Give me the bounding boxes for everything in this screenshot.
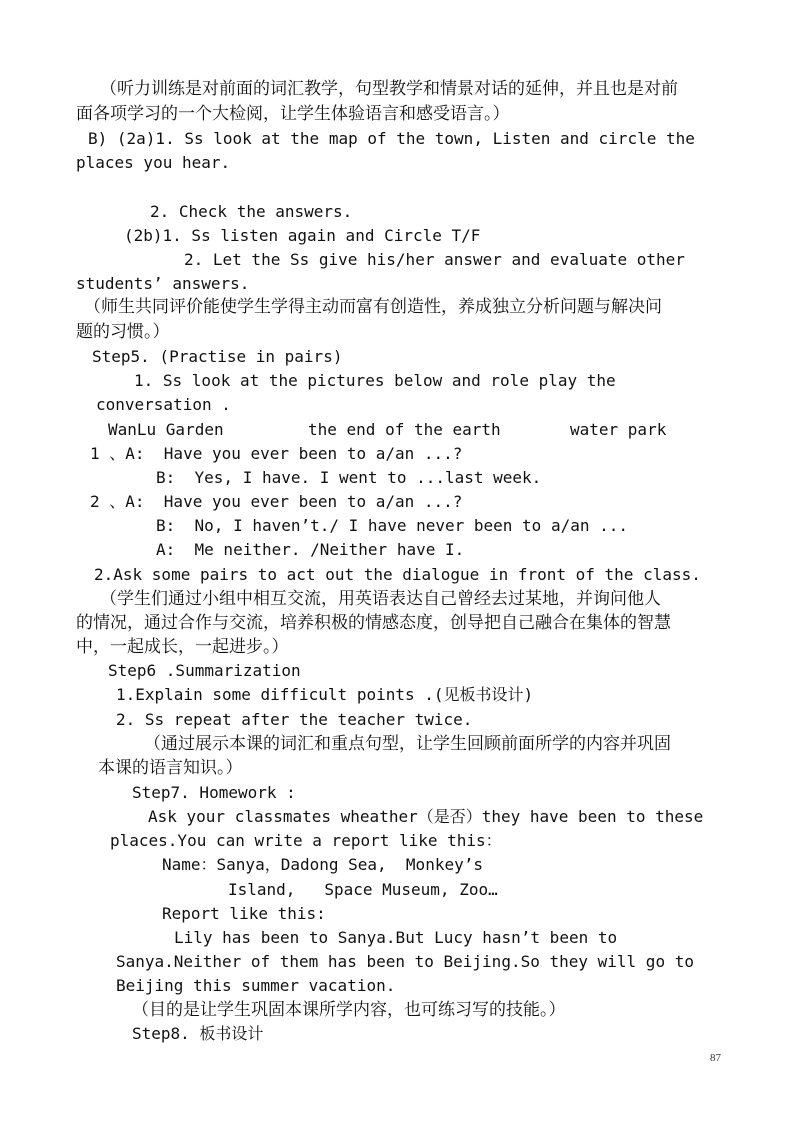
dialogue-line: 1 、A: Have you ever been to a/an ...?	[90, 444, 463, 463]
text-line: 1.Explain some difficult points .(见板书设计)	[116, 685, 534, 704]
text-line: 面各项学习的一个大检阅，让学生体验语言和感受语言。）	[76, 104, 510, 124]
text-line: Name：Sanya，Dadong Sea, Monkey’s	[162, 855, 483, 874]
text-line: (2b)1. Ss listen again and Circle T/F	[124, 226, 481, 245]
text-line: Lily has been to Sanya.But Lucy hasn’t been to	[174, 928, 618, 947]
text-line: Island, Space Museum, Zoo…	[228, 880, 498, 899]
step-heading: Step7. Homework :	[132, 783, 296, 802]
text-line: 题的习惯。）	[76, 322, 170, 342]
step-heading: Step8. 板书设计	[132, 1024, 264, 1043]
text-line: B) (2a)1. Ss look at the map of the town, Listen and circle the	[88, 129, 695, 148]
text-line: Sanya.Neither of them has been to Beijing.So they will go to	[116, 952, 694, 971]
text-line: （学生们通过小组中相互交流，用英语表达自己曾经去过某地，并询问他人	[100, 589, 661, 609]
text-line: students’ answers.	[76, 274, 250, 293]
text-line: 1. Ss look at the pictures below and role play the	[134, 371, 616, 390]
text-line: Step5. (Practise in pairs)	[92, 347, 343, 366]
dialogue-line: 2 、A: Have you ever been to a/an ...?	[90, 492, 463, 511]
dialogue-line: A: Me neither. /Neither have I.	[156, 540, 465, 559]
text-line: 2. Check the answers.	[150, 202, 353, 221]
text-line: conversation .	[96, 395, 231, 414]
text-line: 的情况，通过合作与交流，培养积极的情感态度，创导把自己融合在集体的智慧	[76, 613, 671, 633]
text-line: 2. Ss repeat after the teacher twice.	[116, 710, 473, 729]
dialogue-line: B: No, I haven’t./ I have never been to a/an ...	[156, 516, 629, 535]
text-line: （目的是让学生巩固本课所学内容，也可练习写的技能。）	[132, 1000, 566, 1020]
dialogue-line: B: Yes, I have. I went to ...last week.	[156, 468, 542, 487]
text-line: （听力训练是对前面的词汇教学，句型教学和情景对话的延伸，并且也是对前	[100, 79, 678, 99]
place-label: water park	[570, 420, 667, 439]
place-label: the end of the earth	[308, 420, 501, 439]
text-line: places you hear.	[76, 153, 231, 172]
step-heading: Step6 .Summarization	[108, 661, 301, 680]
text-line: 2. Let the Ss give his/her answer and evaluate other	[184, 250, 685, 269]
place-label: WanLu Garden	[108, 420, 224, 439]
text-line: Ask your classmates wheather（是否）they have been to these	[148, 807, 704, 826]
page-number: 87	[710, 1052, 721, 1064]
text-line: Report like this:	[162, 904, 326, 923]
text-line: Beijing this summer vacation.	[116, 976, 396, 995]
text-line: 中，一起成长，一起进步。）	[76, 637, 289, 657]
text-line: 本课的语言知识。）	[98, 758, 243, 778]
text-line: places.You can write a report like this：	[110, 831, 502, 850]
text-line: 2.Ask some pairs to act out the dialogue in front of the class.	[94, 565, 701, 584]
text-line: （师生共同评价能使学生学得主动而富有创造性，养成独立分析问题与解决问	[84, 297, 662, 317]
text-line: （通过展示本课的词汇和重点句型，让学生回顾前面所学的内容并巩固	[144, 734, 671, 754]
